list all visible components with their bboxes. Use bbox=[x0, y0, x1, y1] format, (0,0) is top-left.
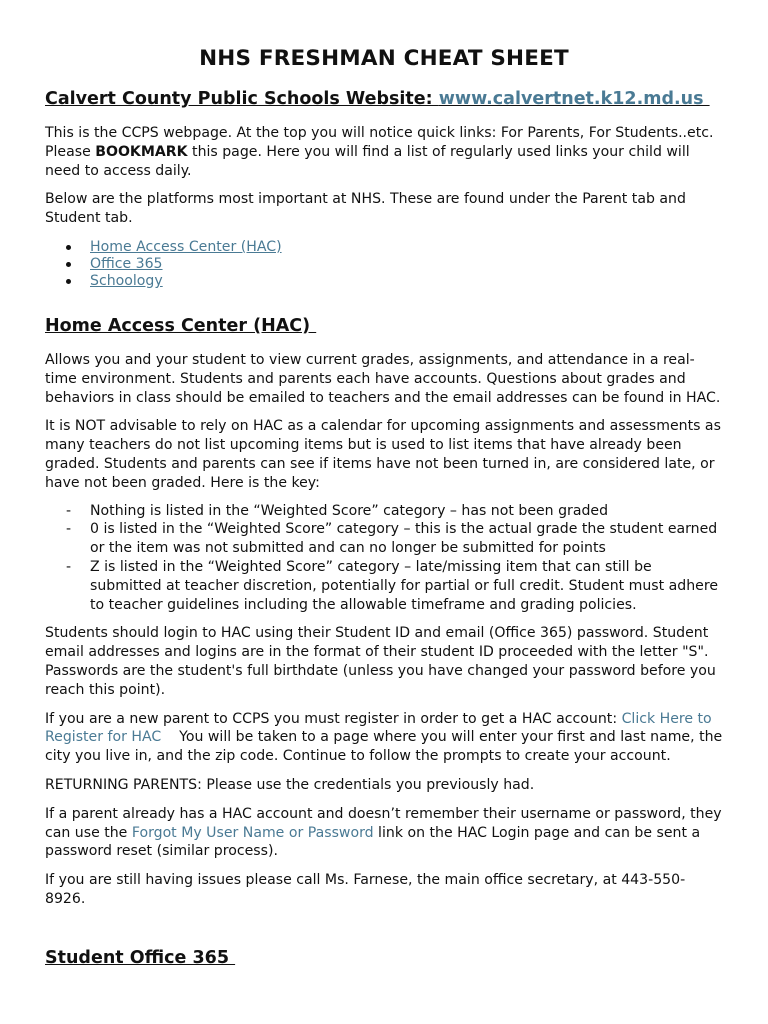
list-item: - Nothing is listed in the “Weighted Score” category – has not been graded bbox=[45, 502, 723, 521]
ccps-heading bbox=[45, 88, 723, 110]
ccps-intro bbox=[45, 124, 723, 180]
forgot-username-password-link[interactable]: Forgot My User Name or Password bbox=[131, 824, 374, 841]
hac-paragraph-3: Students should login to HAC using their Student ID and email (Office 365) password. Student email addresses and logins are in the format of their student ID proceeded with the letter "S". Passwords are the student's full birthdate (unless you have changed your password before you reach this point). bbox=[45, 625, 716, 698]
hac-paragraph-6-text: If a parent already has a HAC account and doesn’t remember their username or password, they can use the bbox=[45, 805, 722, 841]
hac-paragraph-4-text-2: You will be taken to a page where you will enter your first and last name, the city you live in, and the zip code. Continue to follow the prompts to create your account. bbox=[45, 729, 727, 765]
office365-heading: Student Office 365 bbox=[45, 947, 236, 968]
hac-paragraph-7: If you are still having issues please call Ms. Farnese, the main office secretary, at 443-550-8926. bbox=[45, 872, 686, 907]
hac-paragraph-4-text: If you are a new parent to CCPS you must register in order to get a HAC account: bbox=[45, 710, 622, 727]
page-title: NHS FRESHMAN CHEAT SHEET bbox=[199, 46, 569, 71]
hac-link[interactable]: Home Access Center (HAC) bbox=[90, 238, 282, 255]
list-item bbox=[45, 273, 723, 290]
hac-paragraph-6 bbox=[45, 805, 723, 861]
hac-paragraph-4 bbox=[45, 710, 727, 766]
platforms-paragraph: Below are the platforms most important at NHS. These are found under the Parent tab and Student tab. bbox=[45, 191, 686, 227]
ccps-intro-text-2: this page. Here you will find a list of regularly used links your child will need to access daily. bbox=[45, 143, 690, 179]
list-item: - Z is listed in the “Weighted Score” category – late/missing item that can still be submitted at teacher discretion, potentially for partial or full credit. Student must adhere to teacher guidelines including the allowable timeframe and grading policies. bbox=[45, 558, 723, 614]
list-item bbox=[45, 256, 723, 273]
hac-heading: Home Access Center (HAC) bbox=[45, 315, 317, 336]
ccps-intro-text: This is the CCPS webpage. At the top you will notice quick links: For Parents, For Students..etc. Please bbox=[45, 125, 714, 160]
hac-paragraph-6-text-2: link on the HAC Login page and can be sent a password reset (similar process). bbox=[45, 824, 701, 860]
hac-paragraph-1: Allows you and your student to view current grades, assignments, and attendance in a real-time environment. Students and parents each have accounts. Questions about grades and behaviors in class should be emailed to teachers and the email addresses can be found in HAC. bbox=[45, 351, 721, 406]
platform-links-list bbox=[45, 239, 723, 290]
register-hac-link[interactable]: Click Here to Register for HAC bbox=[45, 710, 712, 746]
hac-paragraph-5: RETURNING PARENTS: Please use the credentials you previously had. bbox=[45, 776, 535, 793]
weighted-score-key-list bbox=[45, 502, 723, 615]
list-item: - 0 is listed in the “Weighted Score” category – this is the actual grade the student earned or the item was not submitted and can no longer be submitted for points bbox=[45, 520, 723, 558]
list-item bbox=[45, 239, 723, 256]
schoology-link[interactable]: Schoology bbox=[90, 272, 163, 289]
ccps-heading-text: Calvert County Public Schools Website: bbox=[45, 89, 439, 109]
bookmark-emphasis: BOOKMARK bbox=[95, 143, 188, 160]
office365-link[interactable]: Office 365 bbox=[90, 255, 163, 272]
hac-paragraph-2: It is NOT advisable to rely on HAC as a calendar for upcoming assignments and assessments as many teachers do not list upcoming items but is used to list items that have already been graded. Students and parents can see if items have not been turned in, are considered late, or have not been graded. Here is the key: bbox=[45, 418, 721, 491]
ccps-website-link[interactable]: www.calvertnet.k12.md.us bbox=[438, 89, 710, 109]
